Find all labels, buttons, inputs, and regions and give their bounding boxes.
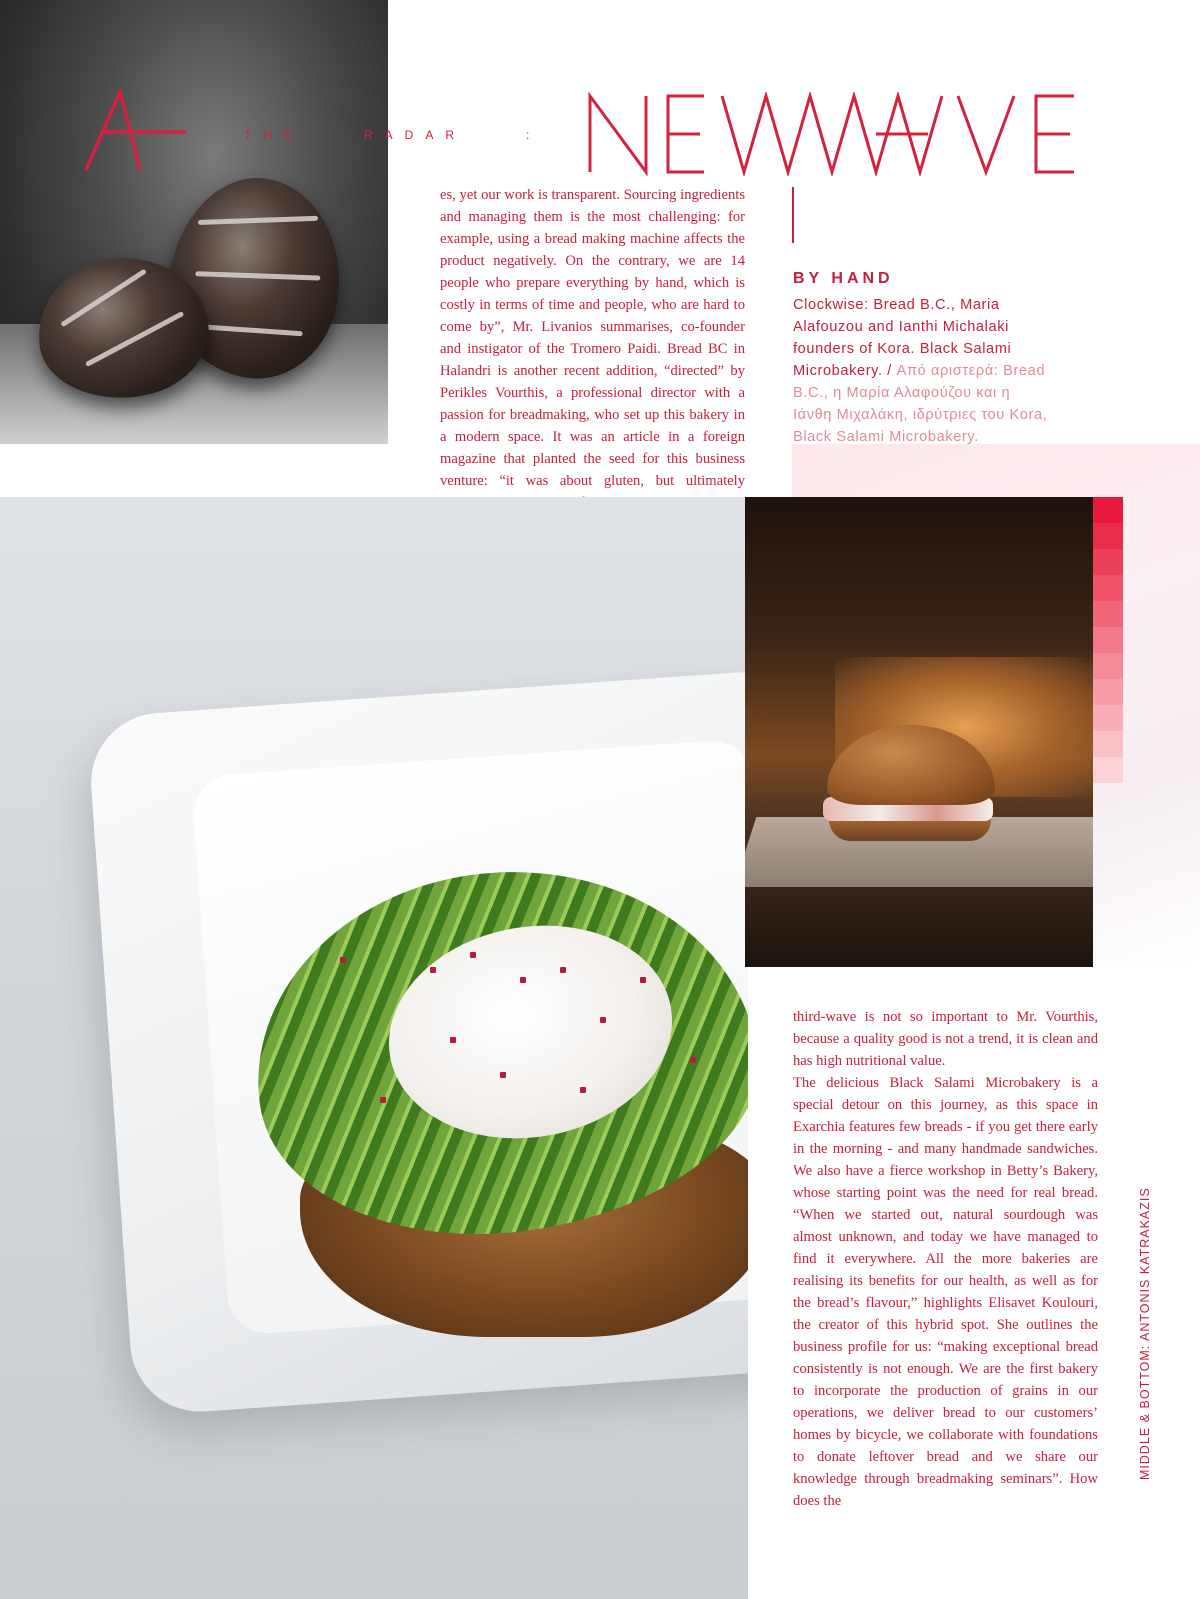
magazine-logo-a xyxy=(80,88,190,178)
caption-body xyxy=(793,294,1053,448)
color-swatch xyxy=(1093,497,1123,523)
article-paragraph-2: The delicious Black Salami Microbakery is a special detour on this journey, as this space in Exarchia features few breads - if you get there early in the morning - and many handmade sandwiches. We also have a fierce workshop in Betty’s Bakery, whose starting point was the need for real bread. “When we started out, natural sourdough was almost unknown, and today we have managed to find it everywhere. All the more bakeries are realising its benefits for our health, as well as for the bread’s flavour,” highlights Elisavet Koulouri, the creator of this hybrid spot. She outlines the business profile for us: “making exceptional bread consistently is not enough. We are the first bakery to incorporate the production of grains in our operations, we deliver bread to our customers’ homes by bicycle, we collaborate with foundations to donate leftover bread and we share our knowledge through breadmaking seminars”. How does the xyxy=(793,1075,1098,1509)
photo-dark-bread-loaves xyxy=(0,0,388,444)
photo-sandwich-oven xyxy=(745,497,1093,967)
color-swatch xyxy=(1093,757,1123,783)
page-title-text: NEWWAVE xyxy=(588,92,594,93)
section-label xyxy=(244,128,541,142)
color-swatch xyxy=(1093,523,1123,549)
section-label-the: THE xyxy=(244,128,304,142)
color-swatch xyxy=(1093,627,1123,653)
gradient-swatch-bar xyxy=(1093,497,1123,783)
color-swatch xyxy=(1093,731,1123,757)
photo-credit: MIDDLE & BOTTOM: ANTONIS KATRAKAZIS xyxy=(1138,1187,1152,1480)
section-label-separator: : xyxy=(526,128,542,142)
color-swatch xyxy=(1093,679,1123,705)
photo-avocado-toast xyxy=(0,497,748,1599)
article-paragraph-1: third-wave is not so important to Mr. Vourthis, because a quality good is not a trend, it is clean and has high nutritional value. xyxy=(793,1009,1098,1069)
page-title-newwave xyxy=(588,92,1100,176)
caption-rule xyxy=(792,187,794,243)
color-swatch xyxy=(1093,705,1123,731)
color-swatch xyxy=(1093,653,1123,679)
section-label-radar: RADAR xyxy=(364,128,467,142)
caption-title: BY HAND xyxy=(793,270,894,287)
color-swatch xyxy=(1093,575,1123,601)
caption-english: Clockwise: Bread B.C., Maria Alafouzou and Ianthi Michalaki founders of Kora. Black Salami Microbakery. / xyxy=(793,297,1012,379)
color-swatch xyxy=(1093,601,1123,627)
article-column-2 xyxy=(793,1006,1098,1512)
color-swatch xyxy=(1093,549,1123,575)
caption-greek: Από αριστερά: Bread B.C., η Μαρία Αλαφούζου και η Ιάνθη Μιχαλάκη, ιδρύτριες του Kora, Black Salami Microbakery. xyxy=(793,363,1048,445)
article-column-1: es, yet our work is transparent. Sourcing ingredients and managing them is the most challenging: for example, using a bread making machine affects the product negatively. On the contrary, we are 14 people who prepare everything by hand, which is costly in terms of time and people, who are hard to come by”, Mr. Livanios summarises, co-founder and instigator of the Tromero Paidi. Bread BC in Halandri is another recent addition, “directed” by Perikles Vourthis, a professional director with a passion for breadmaking, who set up this bakery in a modern space. It was an article in a foreign magazine that planted the seed for this business venture: “it was about gluten, but ultimately xyxy=(440,187,745,489)
